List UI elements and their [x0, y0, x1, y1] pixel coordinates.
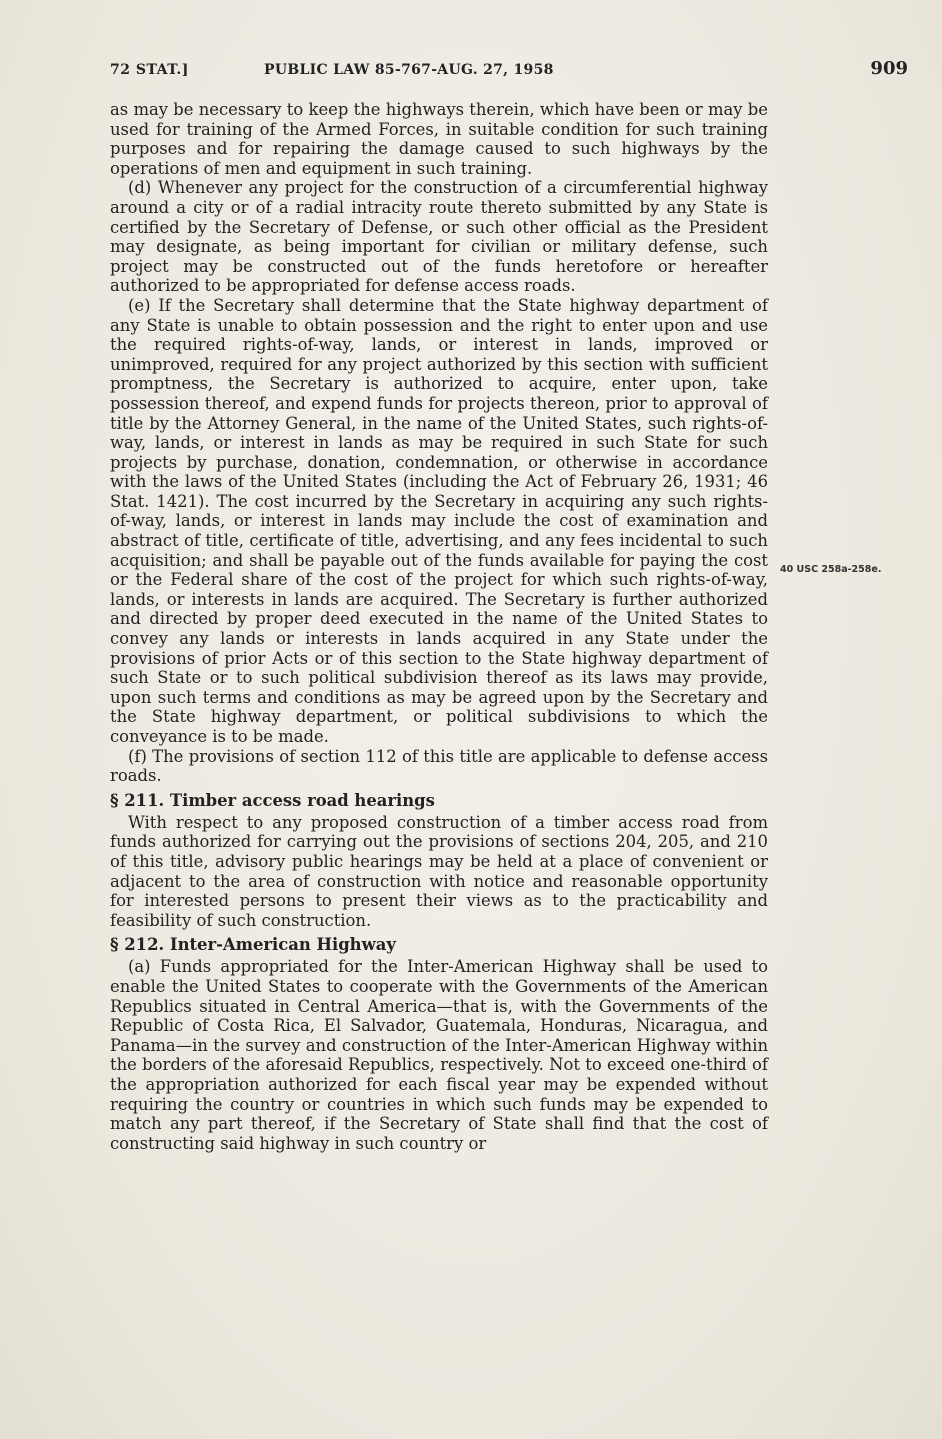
section-212-text: (a) Funds appropriated for the Inter-American Highway shall be used to enable the United States to cooperate with the Governments of the American Republics situated in Central America—that is, with the Governments of the Republic of Costa Rica, El Salvador, Guatemala, Honduras, Nicaragua, and Panama—in the survey and construction of the Inter-American Highway within the borders of the aforesaid Republics, respectively. Not to exceed one-third of the appropriation authorized for each fiscal year may be expended without requiring the country or countries in which such funds may be expended to match any part thereof, if the Secretary of State shall find that the cost of constructing said highway in such country or — [110, 957, 768, 1153]
paragraph-d: (d) Whenever any project for the construction of a circumferential highway around a city or of a radial intracity route thereto submitted by any State is certified by the Secretary of Defense, or such other official as the President may designate, as being important for civilian or military defense, such project may be constructed out of the funds heretofore or hereafter authorized to be appropriated for defense access roads. — [110, 178, 768, 296]
paragraph-e: (e) If the Secretary shall determine that the State highway department of any State is unable to obtain possession and the right to enter upon and use the required rights-of-way, lands, or interest in lands, improved or unimproved, required for any project authorized by this section with sufficient promptness, the Secretary is authorized to acquire, enter upon, take possession thereof, and expend funds for projects thereon, prior to approval of title by the Attorney General, in the name of the United States, such rights-of-way, lands, or interest in lands as may be required in such State for such projects by purchase, donation, condemnation, or otherwise in accordance with the laws of the United States (including the Act of February 26, 1931; 46 Stat. 1421). The cost incurred by the Secretary in acquiring any such rights-of-way, lands, or interest in lands may include the cost of examination and abstract of title, certificate of title, advertising, and any fees incidental to such acquisition; and shall be payable out of the funds available for paying the cost or the Federal share of the cost of the project for which such rights-of-way, lands, or interests in lands are acquired. The Secretary is further authorized and directed by proper deed executed in the name of the United States to convey any lands or interests in lands acquired in any State under the provisions of prior Acts or of this section to the State highway department of such State or to such political subdivision thereof as its laws may provide, upon such terms and conditions as may be agreed upon by the Secretary and the State highway department, or political subdivisions to which the conveyance is to be made. — [110, 295, 768, 746]
public-law-title: PUBLIC LAW 85-767-AUG. 27, 1958 — [264, 62, 554, 78]
paragraph-f: (f) The provisions of section 112 of this title are applicable to defense access roads. — [110, 746, 768, 786]
section-211-heading: § 211. Timber access road hearings — [110, 790, 435, 810]
section-211-text: With respect to any proposed construction of a timber access road from funds authorized for carrying out the provisions of sections 204, 205, and 210 of this title, advisory public hearings may be held at a place of convenient or adjacent to the area of construction with notice and reasonable opportunity for interested persons to present their views as to the practicability and feasibility of such construction. — [110, 812, 768, 930]
page-number: 909 — [870, 58, 908, 79]
margin-citation: 40 USC 258a-258e. — [780, 564, 882, 575]
paragraph-continuation: as may be necessary to keep the highways therein, which have been or may be used for training of the Armed Forces, in suitable condition for such training purposes and for repairing the damage caused to such highways by the operations of men and equipment in such training. — [110, 100, 768, 178]
page-header — [110, 58, 908, 82]
statute-reference: 72 STAT.] — [110, 62, 189, 78]
body-text — [110, 100, 768, 1153]
section-212-heading: § 212. Inter-American Highway — [110, 935, 396, 955]
